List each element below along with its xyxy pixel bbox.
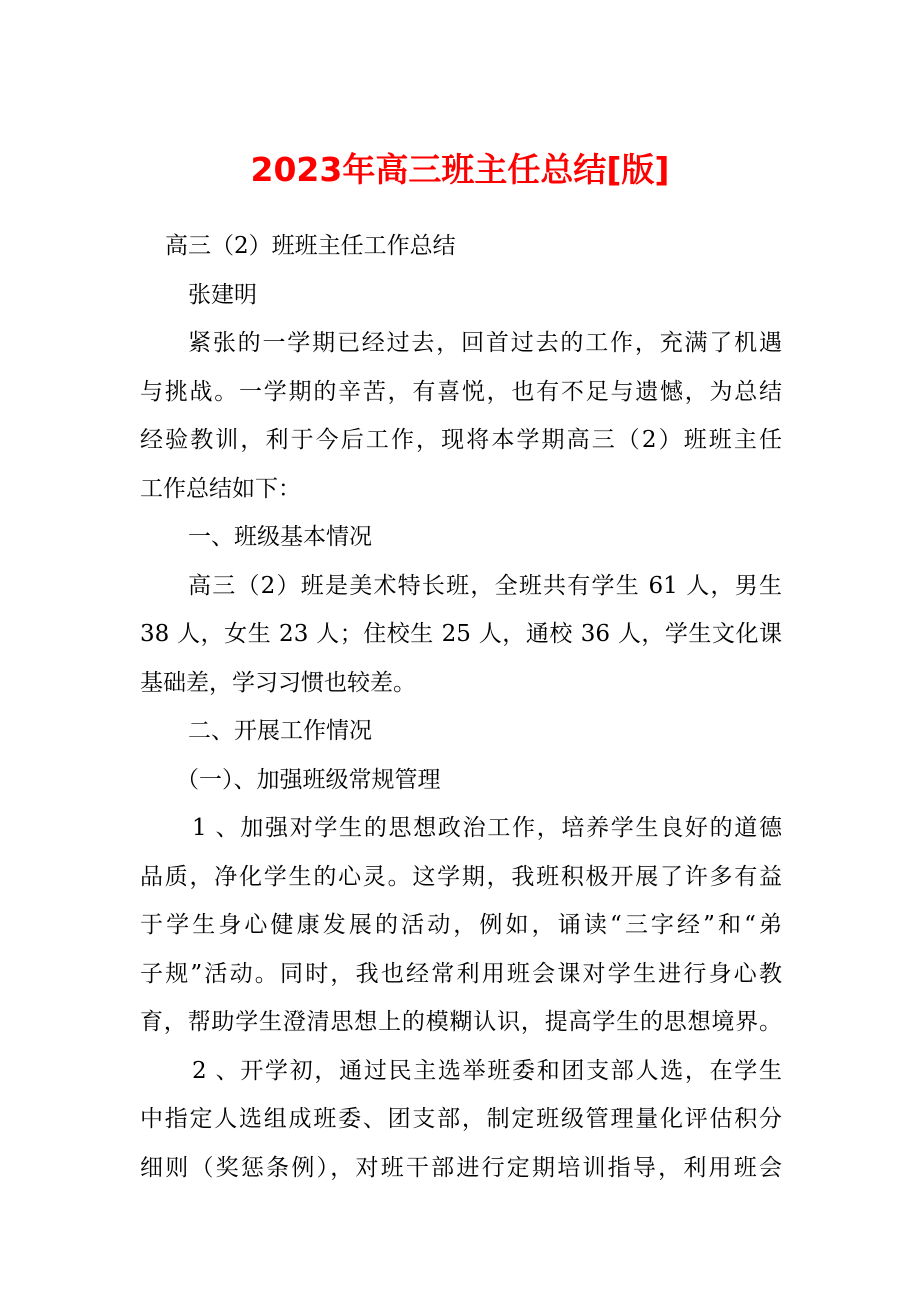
subsection-heading: （一）、加强班级常规管理	[176, 766, 441, 793]
document-title: 2023年高三班主任总结[版]	[250, 150, 670, 189]
section-heading-2: 二、开展工作情况	[188, 718, 372, 744]
subtitle-line: 高三（2）班班主任工作总结	[165, 233, 456, 259]
paragraph-line: 工作总结如下：	[140, 475, 301, 502]
paragraph-line: 基础差，学习习惯也较差。	[140, 669, 416, 696]
paragraph-line: 与挑战。一学期的辛苦，有喜悦，也有不足与遗憾，为总结	[140, 378, 782, 405]
paragraph-line: 紧张的一学期已经过去，回首过去的工作，充满了机遇	[188, 330, 782, 356]
paragraph-line: 1 、加强对学生的思想政治工作，培养学生良好的道德	[192, 815, 782, 841]
paragraph-line: 中指定人选组成班委、团支部，制定班级管理量化评估积分	[140, 1106, 782, 1132]
paragraph-line: 育，帮助学生澄清思想上的模糊认识，提高学生的思想境界。	[140, 1009, 782, 1035]
paragraph-line: 于学生身心健康发展的活动，例如，诵读“三字经”和“弟	[140, 912, 782, 938]
paragraph-line: 子规”活动。同时，我也经常利用班会课对学生进行身心教	[140, 960, 782, 987]
document-body	[140, 222, 782, 1192]
paragraph-line: 高三（2）班是美术特长班，全班共有学生 61 人，男生	[188, 572, 782, 599]
paragraph-line: 经验教训，利于今后工作，现将本学期高三（2）班班主任	[140, 427, 782, 453]
paragraph-line: 2 、开学初，通过民主选举班委和团支部人选，在学生	[192, 1057, 782, 1084]
paragraph-line: 38 人，女生 23 人；住校生 25 人，通校 36 人，学生文化课	[140, 621, 782, 647]
section-heading-1: 一、班级基本情况	[188, 524, 372, 550]
author-line: 张建明	[188, 281, 257, 308]
paragraph-line: 细则（奖惩条例），对班干部进行定期培训指导，利用班会	[140, 1154, 782, 1181]
paragraph-line: 品质，净化学生的心灵。这学期，我班积极开展了许多有益	[140, 863, 782, 890]
